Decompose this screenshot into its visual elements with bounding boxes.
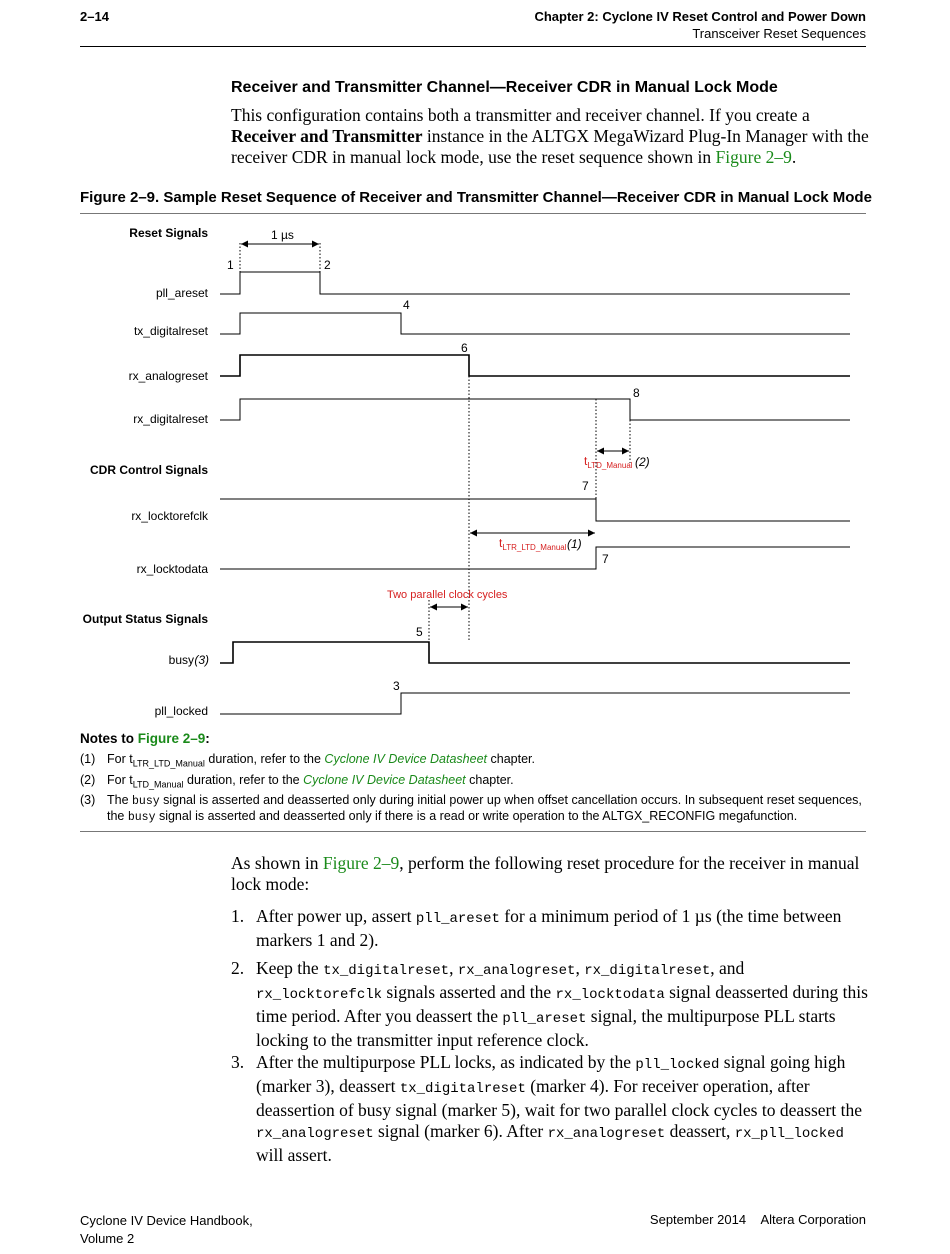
signal-label-busy: busy: [168, 653, 194, 667]
signal-label-rx-analogreset: rx_analogreset: [128, 369, 208, 383]
marker-4: 4: [403, 298, 410, 312]
annotation-t-ltr-note: (1): [567, 537, 582, 551]
group-label-status: Output Status Signals: [82, 612, 208, 626]
waveform-rx-digitalreset: [220, 399, 850, 420]
footer-volume: Volume 2: [80, 1231, 135, 1246]
waveform-tx-digitalreset: [220, 313, 850, 334]
signal-label-busy-note: (3): [194, 653, 209, 667]
chapter-title: Chapter 2: Cyclone IV Reset Control and Power Down: [534, 9, 866, 24]
annotation-t-ltr: $t_{LTR\_LTD\_Manual}$: [499, 536, 567, 552]
header-divider: [80, 46, 866, 47]
intro-bold: Receiver and Transmitter: [231, 126, 423, 146]
figure-link[interactable]: Figure 2–9: [715, 147, 792, 167]
signal-label-rx-locktodata: rx_locktodata: [136, 562, 208, 576]
datasheet-link[interactable]: Cyclone IV Device Datasheet: [324, 752, 488, 766]
signal-label-pll-areset: pll_areset: [155, 286, 208, 300]
annotation-two-cycles: Two parallel clock cycles: [387, 589, 508, 601]
intro-text: This configuration contains both a transmitter and receiver channel. If you create a: [231, 105, 810, 125]
intro-text: .: [791, 147, 797, 167]
waveform-rx-locktorefclk: [220, 499, 850, 521]
footer-date: September 2014: [649, 1212, 747, 1227]
group-label-reset: Reset Signals: [129, 226, 208, 240]
marker-5: 5: [416, 625, 423, 639]
marker-3: 3: [393, 679, 400, 693]
notes-figure-link[interactable]: Figure 2–9: [137, 731, 206, 746]
signal-label-pll-locked: pll_locked: [154, 704, 208, 718]
waveform-rx-analogreset: [220, 355, 850, 376]
figure-bottom-rule: [80, 831, 866, 832]
figure-top-rule: [80, 213, 866, 214]
group-label-cdr: CDR Control Signals: [89, 463, 208, 477]
section-title: Transceiver Reset Sequences: [692, 26, 866, 41]
footer-book: [80, 1212, 253, 1248]
footer-book-title: Cyclone IV Device Handbook,: [80, 1213, 253, 1228]
page-number: 2–14: [80, 9, 109, 24]
waveform-pll-locked: [220, 693, 850, 714]
figure-title: Figure 2–9. Sample Reset Sequence of Receiver and Transmitter Channel—Receiver CDR in Manual Lock Mode: [80, 189, 872, 206]
timing-diagram: [80, 215, 870, 727]
marker-7-upper: 7: [582, 479, 589, 493]
annotation-t-ltd-note: (2): [635, 455, 650, 469]
waveform-busy: [220, 642, 850, 663]
signal-label-rx-digitalreset: rx_digitalreset: [133, 412, 208, 426]
annotation-t-ltd: $t_{LTD\_Manual}$: [584, 454, 633, 470]
intro-text: instance in the ALTGX MegaWizard Plug-In Manager with the receiver CDR in manual lock mode, use the reset sequence shown in: [231, 126, 869, 167]
marker-8: 8: [633, 386, 640, 400]
datasheet-link[interactable]: Cyclone IV Device Datasheet: [303, 773, 466, 787]
signal-label-tx-digitalreset: tx_digitalreset: [133, 324, 208, 338]
section-heading: Receiver and Transmitter Channel—Receiver CDR in Manual Lock Mode: [231, 79, 778, 96]
marker-1: 1: [227, 258, 234, 272]
footer-company: Altera Corporation: [760, 1212, 866, 1227]
marker-2: 2: [324, 258, 331, 272]
procedure-intro: As shown in Figure 2–9, perform the following reset procedure for the receiver in manual lock mode:: [231, 853, 860, 894]
notes-title: Notes to Figure 2–9:: [80, 731, 210, 746]
procedure-figure-link[interactable]: Figure 2–9: [322, 853, 400, 873]
waveform-pll-areset: [220, 272, 850, 294]
signal-label-rx-locktorefclk: rx_locktorefclk: [131, 509, 208, 523]
marker-7-lower: 7: [602, 552, 609, 566]
intro-paragraph: [231, 105, 871, 168]
footer-publisher: [650, 1212, 866, 1227]
marker-6: 6: [461, 341, 468, 355]
annotation-1us: 1 µs: [271, 228, 294, 242]
